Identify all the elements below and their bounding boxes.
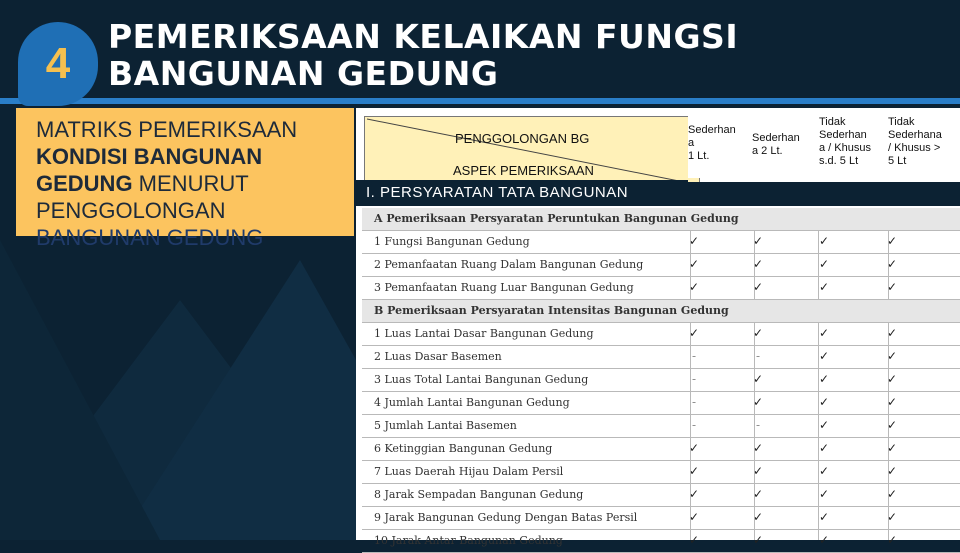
row-label: 1 Fungsi Bangunan Gedung bbox=[374, 235, 530, 248]
check-icon: ✓ bbox=[752, 280, 764, 294]
table-header-cell bbox=[364, 116, 700, 186]
check-icon: ✓ bbox=[688, 326, 700, 340]
check-icon: ✓ bbox=[886, 395, 898, 409]
column-header-2 bbox=[752, 116, 816, 178]
column-header-3 bbox=[819, 116, 887, 178]
check-icon: ✓ bbox=[688, 234, 700, 248]
row-label: 6 Ketinggian Bangunan Gedung bbox=[374, 442, 553, 455]
row-label: 3 Pemanfaatan Ruang Luar Bangunan Gedung bbox=[374, 281, 634, 294]
check-icon: ✓ bbox=[818, 257, 830, 271]
description-line4: PENGGOLONGAN bbox=[36, 198, 226, 223]
check-icon: ✓ bbox=[818, 510, 830, 524]
row-label: 2 Pemanfaatan Ruang Dalam Bangunan Gedung bbox=[374, 258, 644, 271]
column-header-2-text: Sederhan a 2 Lt. bbox=[752, 132, 800, 157]
table-row bbox=[362, 277, 960, 300]
dash-cell: - bbox=[755, 349, 761, 363]
section-number: 4 bbox=[45, 39, 71, 88]
check-icon: ✓ bbox=[752, 257, 764, 271]
section-number-badge bbox=[18, 22, 98, 106]
check-icon: ✓ bbox=[752, 395, 764, 409]
row-label: B Pemeriksaan Persyaratan Intensitas Bangunan Gedung bbox=[374, 304, 729, 317]
table-row bbox=[362, 484, 960, 507]
row-label: 2 Luas Dasar Basemen bbox=[374, 350, 502, 363]
table-row bbox=[362, 392, 960, 415]
check-icon: ✓ bbox=[818, 418, 830, 432]
table-row bbox=[362, 415, 960, 438]
dash-cell: - bbox=[691, 349, 697, 363]
column-header-4 bbox=[888, 116, 958, 178]
column-header-1 bbox=[688, 116, 752, 178]
table-row bbox=[362, 231, 960, 254]
matrix-table bbox=[356, 108, 960, 547]
table-row bbox=[362, 507, 960, 530]
check-icon: ✓ bbox=[752, 372, 764, 386]
check-icon: ✓ bbox=[818, 464, 830, 478]
check-icon: ✓ bbox=[752, 487, 764, 501]
table-row bbox=[362, 323, 960, 346]
check-icon: ✓ bbox=[818, 234, 830, 248]
check-icon: ✓ bbox=[752, 326, 764, 340]
check-icon: ✓ bbox=[886, 280, 898, 294]
check-icon: ✓ bbox=[688, 280, 700, 294]
header-classification-label: PENGGOLONGAN BG bbox=[455, 131, 590, 146]
check-icon: ✓ bbox=[688, 533, 700, 547]
check-icon: ✓ bbox=[752, 441, 764, 455]
row-label: 1 Luas Lantai Dasar Bangunan Gedung bbox=[374, 327, 594, 340]
table-group-row bbox=[362, 208, 960, 231]
table-body bbox=[362, 208, 960, 553]
page-title bbox=[108, 18, 738, 92]
dash-cell: - bbox=[755, 418, 761, 432]
check-icon: ✓ bbox=[886, 234, 898, 248]
header-aspect-label: ASPEK PEMERIKSAAN bbox=[453, 163, 594, 178]
check-icon: ✓ bbox=[818, 395, 830, 409]
check-icon: ✓ bbox=[886, 257, 898, 271]
check-icon: ✓ bbox=[886, 418, 898, 432]
check-icon: ✓ bbox=[886, 533, 898, 547]
table-row bbox=[362, 346, 960, 369]
row-label: 7 Luas Daerah Hijau Dalam Persil bbox=[374, 465, 564, 478]
check-icon: ✓ bbox=[688, 441, 700, 455]
check-icon: ✓ bbox=[818, 487, 830, 501]
check-icon: ✓ bbox=[886, 510, 898, 524]
table-group-row bbox=[362, 300, 960, 323]
check-icon: ✓ bbox=[688, 464, 700, 478]
check-icon: ✓ bbox=[818, 280, 830, 294]
table-row bbox=[362, 369, 960, 392]
dash-cell: - bbox=[691, 395, 697, 409]
check-icon: ✓ bbox=[752, 510, 764, 524]
description-panel bbox=[16, 108, 354, 250]
row-label: 3 Luas Total Lantai Bangunan Gedung bbox=[374, 373, 589, 386]
check-icon: ✓ bbox=[886, 441, 898, 455]
column-header-3-text: Tidak Sederhan a / Khusus s.d. 5 Lt bbox=[819, 116, 871, 167]
check-icon: ✓ bbox=[818, 441, 830, 455]
table-row bbox=[362, 438, 960, 461]
page-title-line1: PEMERIKSAAN KELAIKAN FUNGSI bbox=[108, 17, 739, 56]
description-line3-rest: MENURUT bbox=[132, 171, 249, 196]
column-header-1-text: Sederhan a 1 Lt. bbox=[688, 124, 736, 162]
check-icon: ✓ bbox=[818, 372, 830, 386]
table-row bbox=[362, 530, 960, 553]
description-line2: KONDISI BANGUNAN bbox=[36, 144, 263, 169]
description-line3-bold: GEDUNG bbox=[36, 171, 133, 196]
row-label: 8 Jarak Sempadan Bangunan Gedung bbox=[374, 488, 584, 501]
row-label: 5 Jumlah Lantai Basemen bbox=[374, 419, 517, 432]
dash-cell: - bbox=[691, 418, 697, 432]
title-rule bbox=[0, 98, 960, 104]
check-icon: ✓ bbox=[688, 510, 700, 524]
description-line5: BANGUNAN GEDUNG bbox=[36, 225, 264, 250]
section-heading: I. PERSYARATAN TATA BANGUNAN bbox=[356, 180, 688, 206]
section-band-extension bbox=[688, 182, 960, 206]
table-row bbox=[362, 461, 960, 484]
description-line1: MATRIKS PEMERIKSAAN bbox=[36, 117, 298, 142]
check-icon: ✓ bbox=[886, 372, 898, 386]
check-icon: ✓ bbox=[818, 349, 830, 363]
check-icon: ✓ bbox=[886, 464, 898, 478]
column-header-4-text: Tidak Sederhana / Khusus > 5 Lt bbox=[888, 116, 942, 167]
row-label: A Pemeriksaan Persyaratan Peruntukan Bangunan Gedung bbox=[374, 212, 739, 225]
page-title-line2: BANGUNAN GEDUNG bbox=[108, 54, 499, 93]
check-icon: ✓ bbox=[886, 326, 898, 340]
check-icon: ✓ bbox=[688, 487, 700, 501]
dash-cell: - bbox=[691, 372, 697, 386]
check-icon: ✓ bbox=[752, 234, 764, 248]
check-icon: ✓ bbox=[752, 533, 764, 547]
row-label: 9 Jarak Bangunan Gedung Dengan Batas Persil bbox=[374, 511, 638, 524]
row-label: 10 Jarak Antar Bangunan Gedung bbox=[374, 534, 563, 547]
check-icon: ✓ bbox=[752, 464, 764, 478]
check-icon: ✓ bbox=[886, 487, 898, 501]
check-icon: ✓ bbox=[688, 257, 700, 271]
check-icon: ✓ bbox=[886, 349, 898, 363]
check-icon: ✓ bbox=[818, 326, 830, 340]
check-icon: ✓ bbox=[818, 533, 830, 547]
table-row bbox=[362, 254, 960, 277]
description-line3 bbox=[36, 170, 342, 197]
row-label: 4 Jumlah Lantai Bangunan Gedung bbox=[374, 396, 570, 409]
